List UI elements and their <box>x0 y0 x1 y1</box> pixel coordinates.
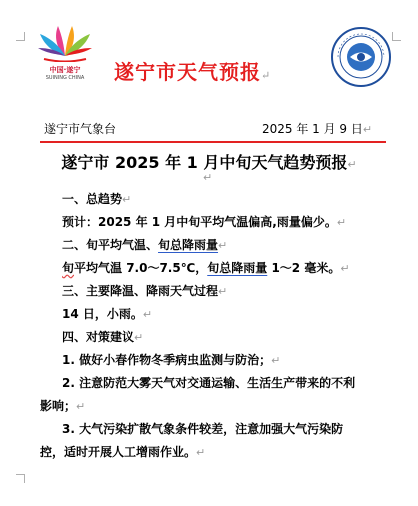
meteorological-bureau-seal-icon <box>330 26 392 88</box>
section-2-body: 旬平均气温 7.0～7.5℃，旬总降雨量 1～2 毫米。↵ <box>62 261 350 275</box>
empty-paragraph-mark: ↵ <box>203 171 213 184</box>
crop-mark-top-right <box>392 32 401 41</box>
section-4-item-2-line-2: 影响；↵ <box>40 399 86 413</box>
section-2-heading: 二、旬平均气温、旬总降雨量↵ <box>62 238 228 252</box>
section-1-body: 预计：2025 年 1 月中旬平均气温偏高,雨量偏少。↵ <box>62 215 347 229</box>
logo-left-en: SUINING CHINA <box>45 75 85 81</box>
section-1-heading: 一、总趋势↵ <box>62 192 132 206</box>
agency-name: 遂宁市气象台 <box>44 122 117 136</box>
banner-title: 遂宁市天气预报↵ <box>114 60 272 84</box>
crop-mark-top-left <box>16 32 25 41</box>
paragraph-mark: ↵ <box>261 69 272 82</box>
section-4-item-2-line-1: 2. 注意防范大雾天气对交通运输、生活生产带来的不利 <box>62 376 356 390</box>
red-divider <box>40 141 386 143</box>
section-4-item-3-line-1: 3. 大气污染扩散气象条件较差，注意加强大气污染防 <box>62 422 344 436</box>
issue-date: 2025 年 1 月 9 日↵ <box>262 122 373 136</box>
crop-mark-bottom-left <box>16 474 25 483</box>
section-4-item-3-line-2: 控，适时开展人工增雨作业。↵ <box>40 445 206 459</box>
section-4-heading: 四、对策建议↵ <box>62 330 144 344</box>
page-title: 遂宁市 2025 年 1 月中旬天气趋势预报↵ <box>61 153 357 172</box>
suining-logo-icon <box>34 22 96 84</box>
logo-left-cn: 中国·遂宁 <box>49 66 81 74</box>
section-3-body: 14 日，小雨。↵ <box>62 307 153 321</box>
section-3-heading: 三、主要降温、降雨天气过程↵ <box>62 284 228 298</box>
section-4-item-1: 1. 做好小春作物冬季病虫监测与防治；↵ <box>62 353 281 367</box>
